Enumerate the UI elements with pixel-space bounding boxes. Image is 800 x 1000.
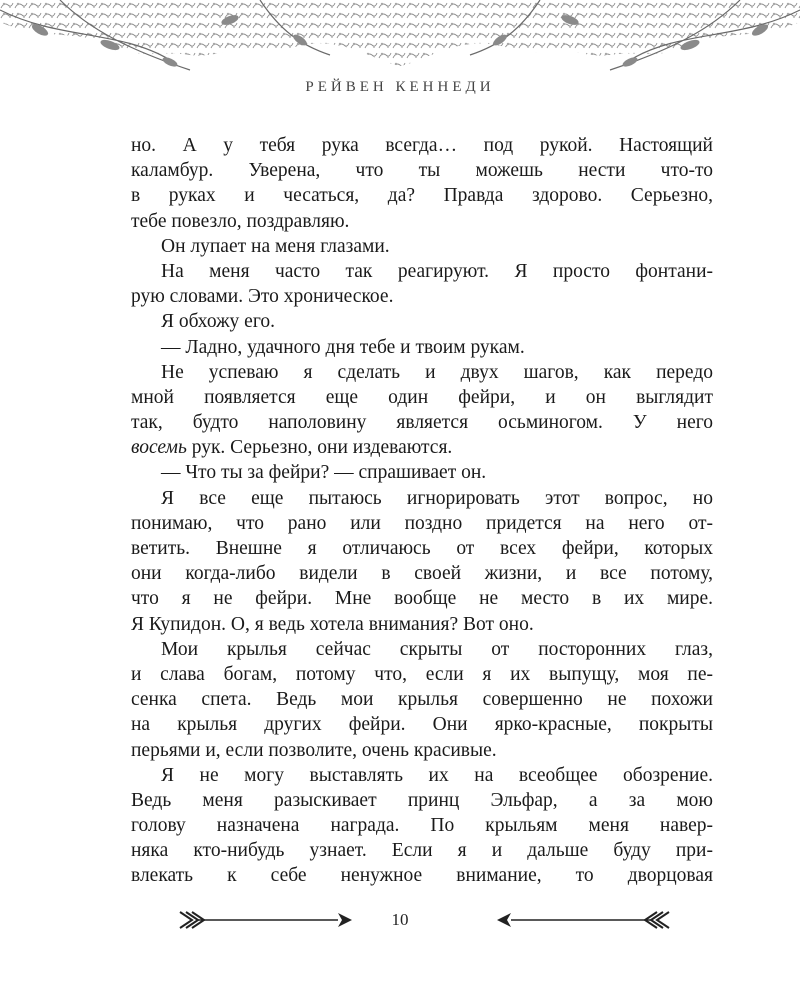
text-line: голову назначена награда. По крыльям меня навер- [131, 815, 713, 837]
text-line: каламбур. Уверена, что ты можешь нести что-то [131, 160, 713, 182]
text-line-rest: рук. Серьезно, они издеваются. [186, 437, 453, 459]
text-line: ветить. Внешне я отличаюсь от всех фейри, которых [131, 538, 713, 559]
page-number: 10 [391, 910, 409, 929]
text-line: понимаю, что рано или поздно придется на него от- [131, 512, 713, 534]
text-line: они когда-либо видели в своей жизни, и все потому, [131, 563, 713, 585]
text-line: в руках и чесаться, да? Правда здорово. Серьезно, [131, 185, 713, 207]
arrow-ornament-icon [178, 909, 354, 931]
body-text [131, 133, 713, 889]
running-head: РЕЙВЕН КЕННЕДИ [305, 79, 495, 95]
text-line: но. А у тебя рука всегда… под рукой. Настоящий [131, 135, 713, 156]
text-line: Ведь меня разыскивает принц Эльфар, а за мою [131, 789, 713, 811]
text-line: — Что ты за фейри? — спрашивает он. [161, 462, 487, 484]
text-line: — Ладно, удачного дня тебе и твоим рукам. [161, 336, 525, 358]
text-line: На меня часто так реагируют. Я просто фонтани- [161, 260, 713, 282]
text-line [131, 435, 713, 460]
text-line: влекать к себе ненужное внимание, то дворцовая [131, 865, 713, 887]
text-line: Я обхожу его. [161, 311, 275, 333]
text-line: мной появляется еще один фейри, и он выглядит [131, 386, 713, 408]
text-line: Он лупает на меня глазами. [161, 235, 390, 257]
arrow-ornament-icon [495, 909, 671, 931]
text-line: Не успеваю я сделать и двух шагов, как передо [161, 361, 713, 383]
text-line: перьями и, если позволите, очень красивые. [131, 739, 497, 761]
text-line: и слава богам, потому что, если я их выпущу, моя пе- [131, 663, 713, 685]
emphasis-word: восемь [131, 437, 187, 459]
text-line: что я не фейри. Мне вообще не место в их мире. [131, 588, 713, 610]
text-line: Я Купидон. О, я ведь хотела внимания? Вот оно. [131, 613, 534, 635]
text-line: на крылья других фейри. Они ярко-красные, покрыты [131, 714, 713, 736]
text-line: сенка спета. Ведь мои крылья совершенно не похожи [131, 689, 713, 711]
text-line: Мои крылья сейчас скрыты от посторонних глаз, [161, 638, 713, 660]
text-line: так, будто наполовину является осьминогом. У него [131, 412, 713, 434]
text-line: Я не могу выставлять их на всеобщее обозрение. [161, 764, 713, 786]
text-line: рую словами. Это хроническое. [131, 286, 394, 308]
text-line: няка кто-нибудь узнает. Если я и дальше буду при- [131, 840, 713, 862]
text-line: Я все еще пытаюсь игнорировать этот вопрос, но [161, 487, 713, 509]
text-line: тебе повезло, поздравляю. [131, 210, 350, 232]
